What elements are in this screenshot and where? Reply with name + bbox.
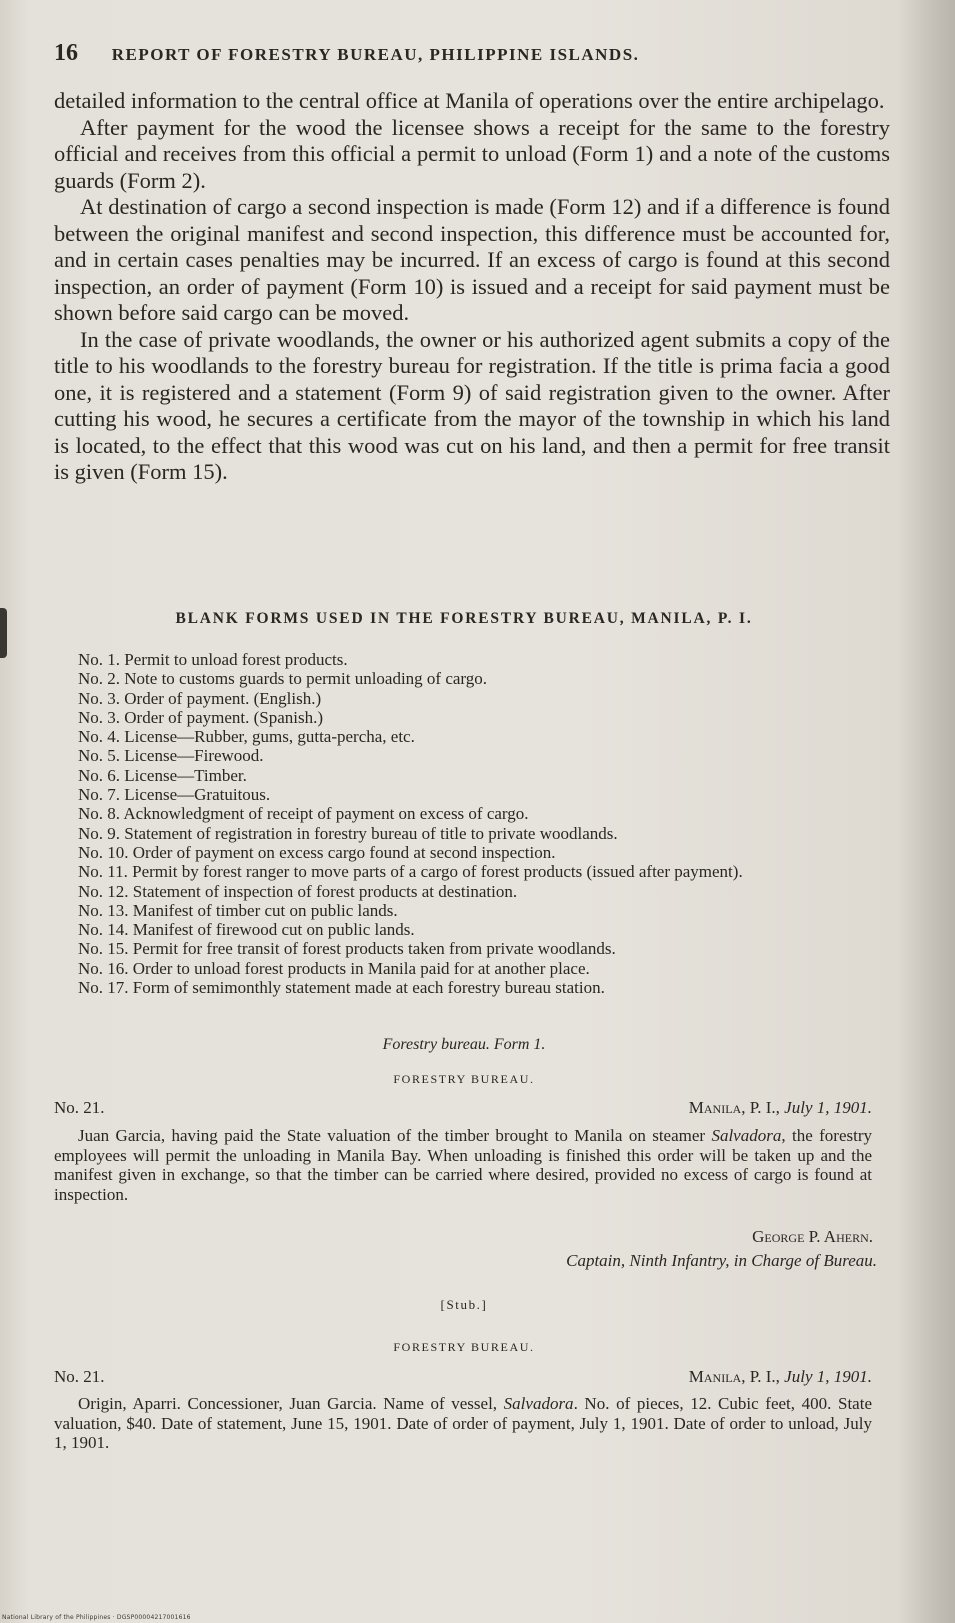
list-item: No. 5. License—Firewood. bbox=[78, 746, 264, 766]
form1-body bbox=[54, 1126, 872, 1204]
list-item: No. 3. Order of payment. (English.) bbox=[78, 688, 322, 708]
form1-body-text bbox=[54, 1126, 872, 1204]
list-item: No. 15. Permit for free transit of forest products taken from private woodlands. bbox=[78, 939, 616, 959]
stub-place: Manila, P. I., bbox=[688, 1367, 780, 1386]
stub-body-part: . No. of pieces, 12. Cubic feet, 400. State valuation, $40. Date of statement, June 15, 1901. Date of order of payment, July 1, 1901. Date of order to unload, July 1, 1901. bbox=[54, 1394, 872, 1452]
list-item: No. 11. Permit by forest ranger to move parts of a cargo of forest products (issued after payment). bbox=[78, 862, 743, 882]
form1-body-part: Juan Garcia, having paid the State valuation of the timber brought to Manila on steamer bbox=[78, 1126, 712, 1145]
stub-body-part: Origin, Aparri. Concessioner, Juan Garcia. Name of vessel, bbox=[78, 1394, 504, 1413]
form1-number-date-line bbox=[54, 1098, 872, 1118]
list-item: No. 7. License—Gratuitous. bbox=[78, 785, 271, 805]
body-text bbox=[54, 88, 890, 486]
stub-place-date bbox=[689, 1367, 872, 1387]
form1-heading: FORESTRY BUREAU. bbox=[393, 1072, 535, 1086]
form1-place: Manila, P. I., bbox=[688, 1098, 780, 1117]
form1-body-part: , the forestry employees will permit the unloading in Manila Bay. When unloading is finished this order will be taken up and the manifest given in exchange, so that the timber can be carried where desired, provided no excess of cargo is found at inspection. bbox=[54, 1126, 872, 1204]
list-item: No. 6. License—Timber. bbox=[78, 765, 247, 785]
stub-vessel: Salvadora bbox=[503, 1394, 574, 1413]
signature-name: George P. Ahern. bbox=[752, 1227, 873, 1246]
list-item: No. 12. Statement of inspection of forest products at destination. bbox=[78, 881, 518, 901]
form1-place-date bbox=[689, 1098, 872, 1118]
running-header bbox=[54, 40, 874, 67]
form1-signature bbox=[566, 1225, 877, 1273]
list-item: No. 16. Order to unload forest products in Manila paid for at another place. bbox=[78, 958, 590, 978]
paragraph-payment: After payment for the wood the licensee shows a receipt for the same to the forestry official and receives from this official a permit to unload (Form 1) and a note of the customs guards (Form 2). bbox=[54, 114, 890, 193]
forms-section-title: BLANK FORMS USED IN THE FORESTRY BUREAU, MANILA, P. I. bbox=[175, 610, 753, 627]
form1-vessel: Salvadora bbox=[711, 1126, 782, 1145]
list-item: No. 1. Permit to unload forest products. bbox=[78, 650, 348, 669]
stub-date: July 1, 1901. bbox=[784, 1367, 872, 1386]
stub-number: No. 21. bbox=[54, 1367, 105, 1386]
forms-list bbox=[54, 650, 894, 997]
stub-body bbox=[54, 1394, 872, 1453]
list-item: No. 2. Note to customs guards to permit unloading of cargo. bbox=[78, 669, 488, 689]
scan-credit: National Library of the Philippines · DGSP00004217001616 bbox=[2, 1614, 191, 1621]
stub-number-date-line bbox=[54, 1367, 872, 1387]
list-item: No. 3. Order of payment. (Spanish.) bbox=[78, 707, 324, 727]
list-item: No. 14. Manifest of firewood cut on public lands. bbox=[78, 920, 415, 940]
list-item: No. 9. Statement of registration in forestry bureau of title to private woodlands. bbox=[78, 823, 618, 843]
stub-heading: FORESTRY BUREAU. bbox=[393, 1340, 535, 1354]
stub-body-text bbox=[54, 1394, 872, 1453]
form1-date: July 1, 1901. bbox=[784, 1098, 872, 1117]
list-item: No. 4. License—Rubber, gums, gutta-percha, etc. bbox=[78, 727, 415, 747]
list-item: No. 13. Manifest of timber cut on public lands. bbox=[78, 900, 398, 920]
stub-label: [Stub.] bbox=[440, 1297, 488, 1312]
paragraph-inspection: At destination of cargo a second inspection is made (Form 12) and if a difference is found between the original manifest and second inspection, this difference must be accounted for, and in certain cases penalties may be incurred. If an excess of cargo is found at this second inspection, an order of payment (Form 10) is issued and a receipt for said payment must be shown before said cargo can be moved. bbox=[54, 194, 890, 325]
form1-number: No. 21. bbox=[54, 1098, 105, 1117]
paragraph-private-woodlands: In the case of private woodlands, the owner or his authorized agent submits a copy of the title to his woodlands to the forestry bureau for registration. If the title is prima facia a good one, it is registered and a statement (Form 9) of said registration given to the owner. After cutting his wood, he secures a certificate from the mayor of the township in which his land is located, to the effect that this wood was cut on his land, and then a permit for free transit is given (Form 15). bbox=[54, 326, 890, 484]
binding-edge-mark bbox=[0, 608, 7, 658]
list-item: No. 8. Acknowledgment of receipt of payment on excess of cargo. bbox=[78, 804, 529, 824]
signature-title: Captain, Ninth Infantry, in Charge of Bureau. bbox=[566, 1251, 877, 1270]
form1-caption: Forestry bureau. Form 1. bbox=[382, 1036, 546, 1053]
list-item: No. 10. Order of payment on excess cargo found at second inspection. bbox=[78, 842, 556, 862]
list-item: No. 17. Form of semimonthly statement made at each forestry bureau station. bbox=[78, 978, 605, 998]
paragraph-continuation: detailed information to the central office at Manila of operations over the entire archipelago. bbox=[54, 88, 885, 113]
header-title: REPORT OF FORESTRY BUREAU, PHILIPPINE ISLANDS. bbox=[111, 45, 640, 64]
page-number: 16 bbox=[54, 40, 78, 66]
